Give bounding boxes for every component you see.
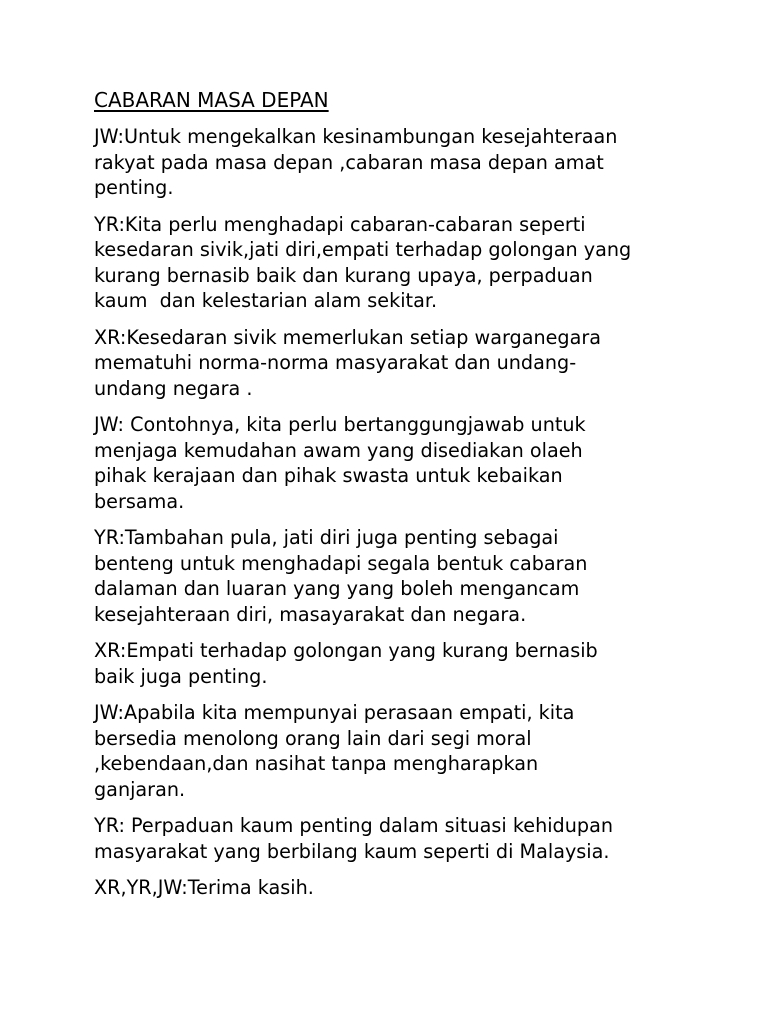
text-line: YR:Kita perlu menghadapi cabaran-cabaran seperti	[94, 212, 586, 236]
paragraph	[94, 212, 694, 314]
text-line: kaum dan kelestarian alam sekitar.	[94, 289, 438, 312]
paragraph	[94, 813, 694, 864]
text-line: XR:Empati terhadap golongan yang kurang bernasib	[94, 639, 598, 662]
text-line: YR:Tambahan pula, jati diri juga penting sebagai	[94, 526, 559, 549]
text-line: XR:Kesedaran sivik memerlukan setiap warganegara	[94, 325, 601, 349]
text-line: ,kebendaan,dan nasihat tanpa mengharapkan	[94, 752, 539, 775]
text-line: rakyat pada masa depan ,cabaran masa depan amat	[94, 150, 604, 174]
document-body	[94, 86, 694, 912]
text-line: JW:Apabila kita mempunyai perasaan empati, kita	[94, 701, 575, 724]
paragraph	[94, 325, 694, 402]
document-title: CABARAN MASA DEPAN	[94, 88, 329, 112]
text-line: kesejahteraan diri, masayarakat dan negara.	[94, 602, 527, 626]
paragraph	[94, 700, 694, 802]
paragraph	[94, 124, 694, 201]
text-line: XR,YR,JW:Terima kasih.	[94, 876, 314, 899]
text-line: benteng untuk menghadapi segala bentuk cabaran	[94, 551, 588, 575]
text-line: masyarakat yang berbilang kaum seperti di Malaysia.	[94, 839, 610, 863]
text-line: ganjaran.	[94, 777, 186, 801]
text-line: baik juga penting.	[94, 664, 268, 688]
text-line: YR: Perpaduan kaum penting dalam situasi kehidupan	[94, 814, 613, 837]
text-line: bersama.	[94, 489, 185, 513]
text-line: pihak kerajaan dan pihak swasta untuk kebaikan	[94, 464, 563, 487]
text-line: bersedia menolong orang lain dari segi moral	[94, 726, 532, 750]
text-line: kesedaran sivik,jati diri,empati terhadap golongan yang	[94, 238, 632, 261]
paragraph	[94, 875, 694, 901]
text-line: penting.	[94, 176, 174, 199]
text-line: JW:Untuk mengekalkan kesinambungan kesejahteraan	[94, 125, 618, 148]
paragraph	[94, 525, 694, 627]
text-line: undang negara .	[94, 376, 253, 400]
text-line: menjaga kemudahan awam yang disediakan olaeh	[94, 438, 583, 462]
paragraph	[94, 638, 694, 689]
text-line: JW: Contohnya, kita perlu bertanggungjawab untuk	[94, 413, 586, 436]
text-line: dalaman dan luaran yang yang boleh mengancam	[94, 577, 580, 600]
paragraph	[94, 412, 694, 514]
text-line: mematuhi norma-norma masyarakat dan undang-	[94, 351, 577, 374]
text-line: kurang bernasib baik dan kurang upaya, perpaduan	[94, 263, 593, 287]
